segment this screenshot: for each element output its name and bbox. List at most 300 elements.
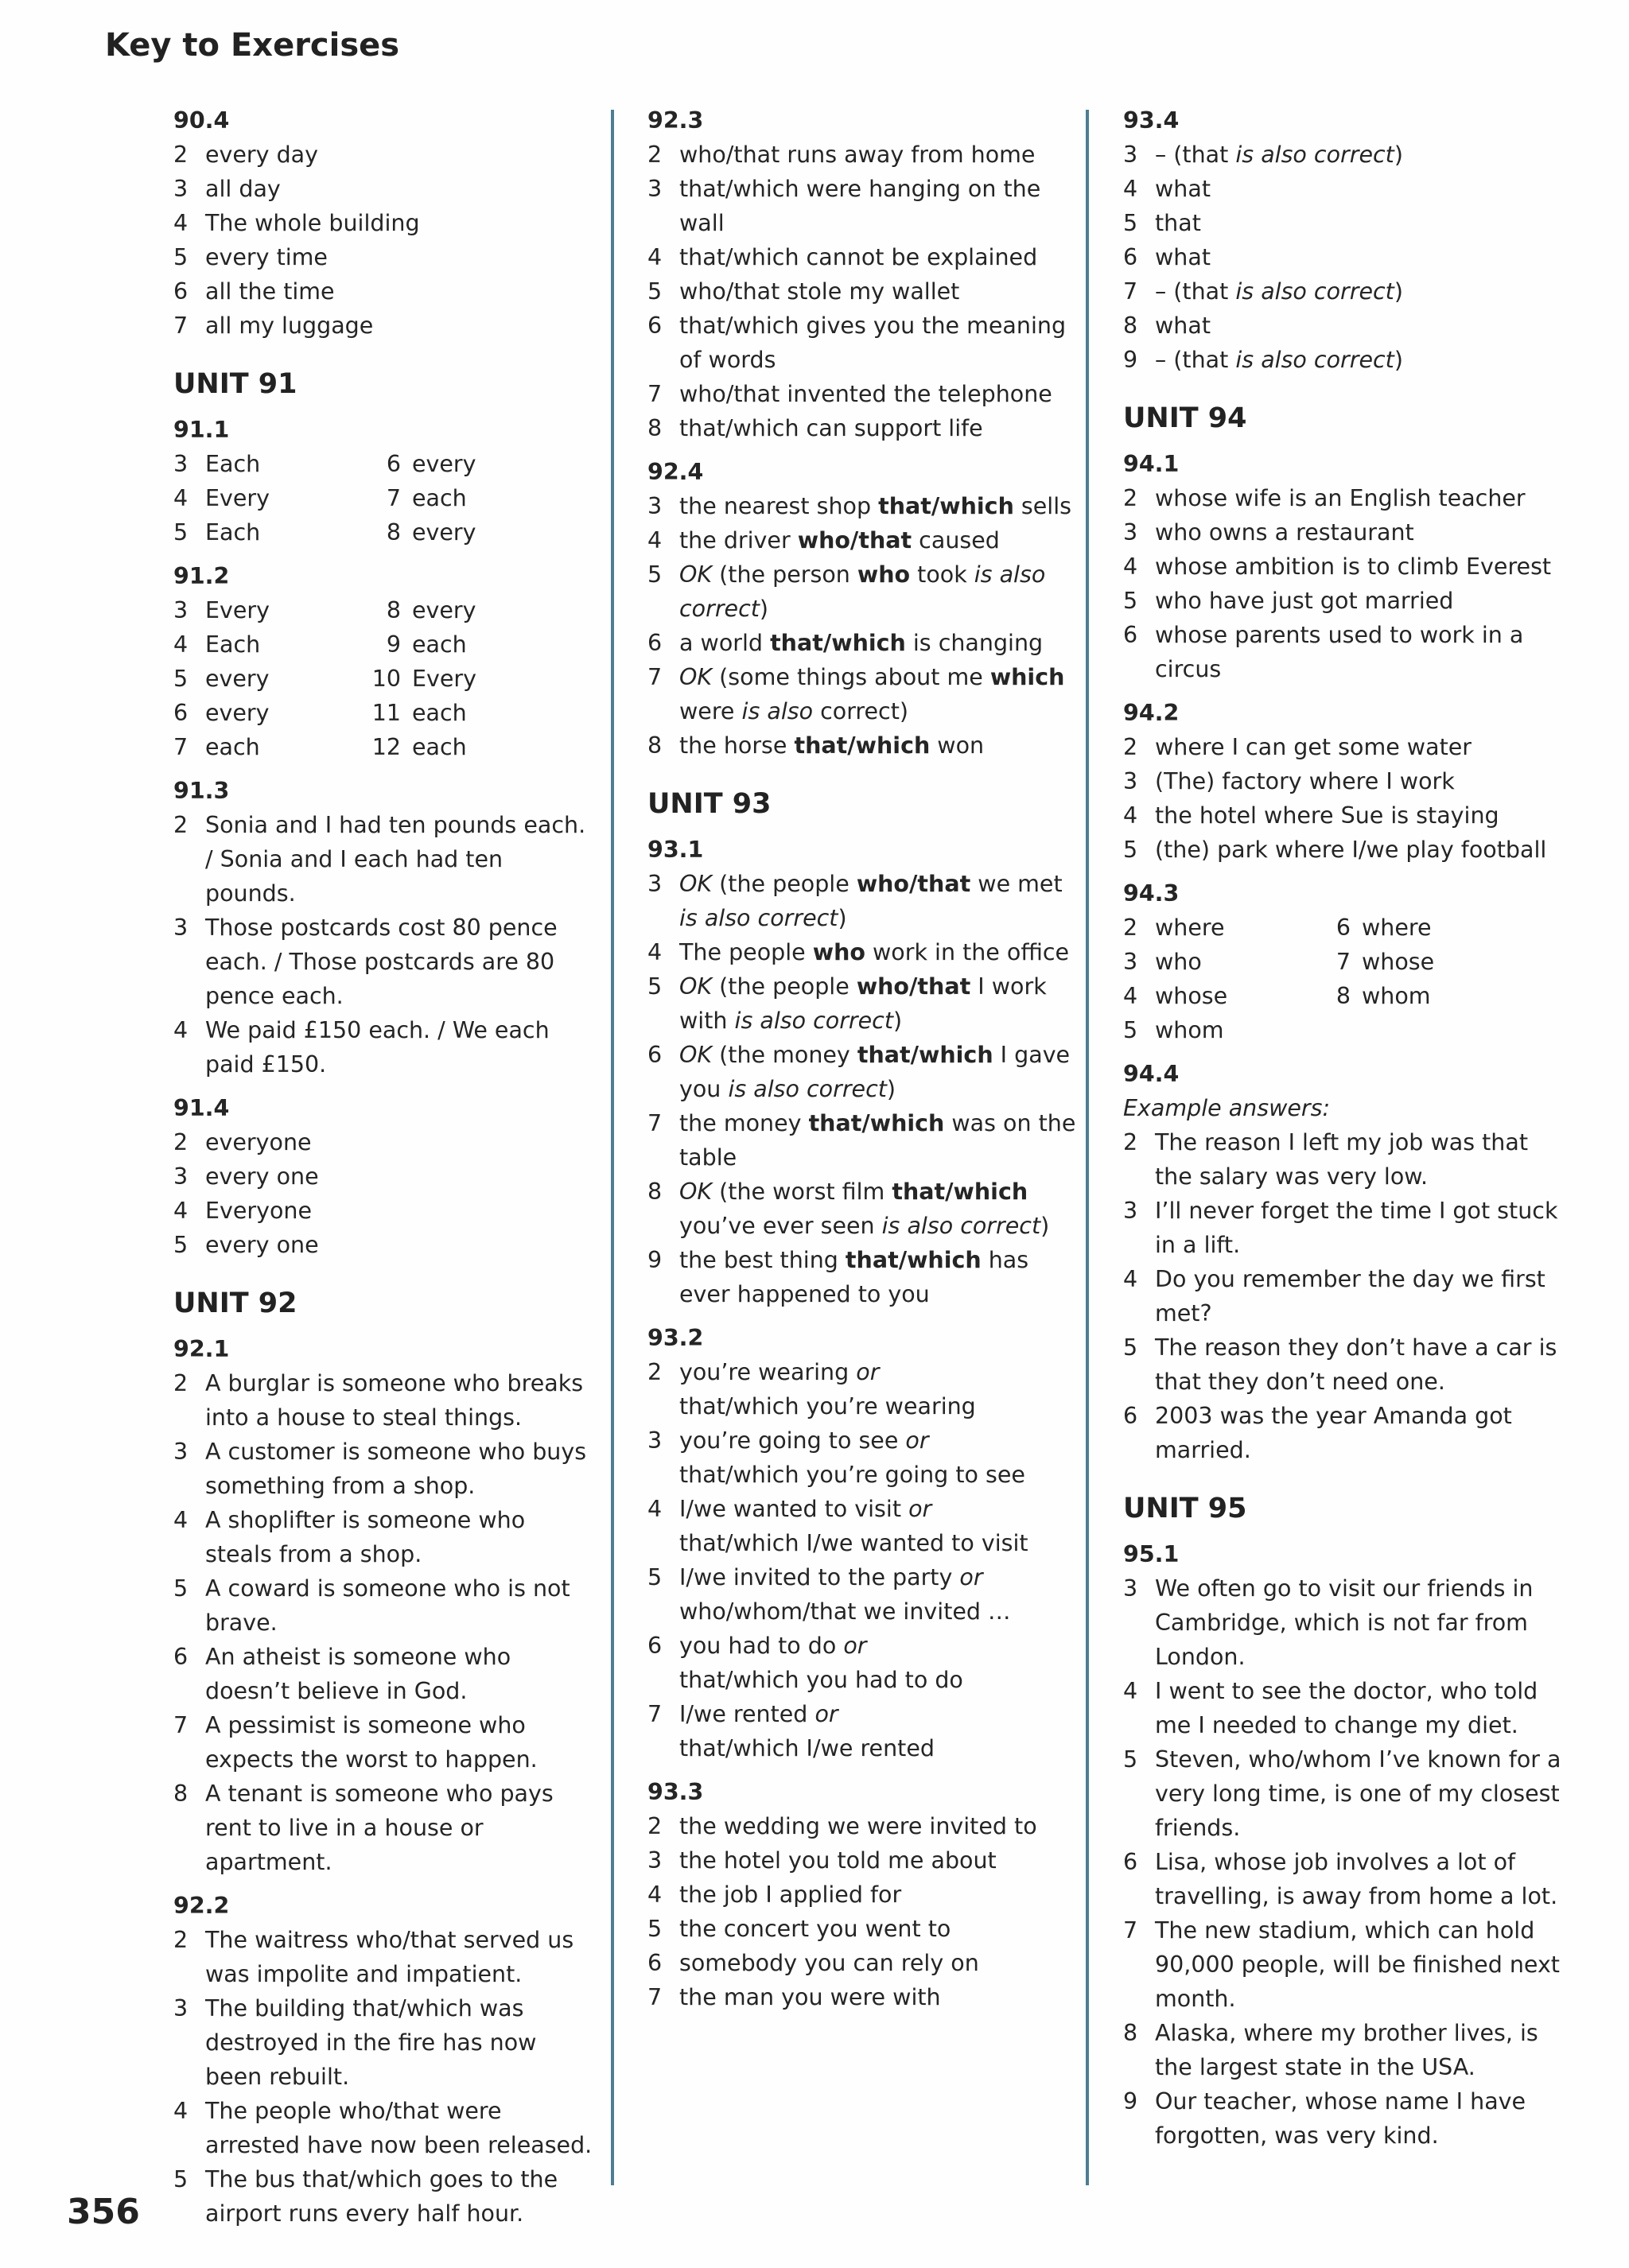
answer-segment: that — [1155, 210, 1201, 236]
answer-row — [173, 593, 593, 627]
exercise-label: 91.3 — [173, 778, 230, 804]
answer-line: that/which you had to do — [679, 1667, 963, 1693]
answer-number: 5 — [173, 2166, 189, 2192]
answer-item — [647, 377, 1077, 411]
answer-number: 4 — [173, 1507, 189, 1533]
answer-item — [1123, 274, 1569, 309]
answer-text — [679, 1355, 1077, 1423]
answer-row — [173, 447, 593, 481]
also-correct-note: is also — [741, 698, 814, 724]
answer-number: 7 — [173, 734, 189, 760]
answer-list — [1123, 481, 1569, 686]
answer-segment: correct) — [813, 698, 909, 724]
answer-text: Every — [205, 597, 270, 623]
unit-heading: UNIT 94 — [1123, 402, 1247, 434]
answer-list — [647, 867, 1077, 1311]
answer-segment: what — [1155, 176, 1211, 202]
answer-segment: (the people — [712, 973, 857, 1000]
answer-item — [1123, 584, 1569, 618]
answer-number: 4 — [173, 631, 189, 658]
answer-segment: (the person — [712, 561, 857, 588]
exercise-93-4 — [1123, 103, 1569, 377]
answer-text — [1155, 206, 1569, 240]
answer-text: whose parents used to work in a circus — [1155, 622, 1524, 682]
answer-text: Each — [205, 631, 261, 658]
unit-heading: UNIT 95 — [1123, 1493, 1247, 1524]
answer-number: 3 — [647, 176, 663, 202]
also-correct-note: is also correct — [728, 1076, 887, 1102]
answer-item — [647, 1106, 1077, 1175]
answer-text — [679, 489, 1077, 523]
answer-item — [647, 1175, 1077, 1243]
answer-number: 5 — [647, 561, 663, 588]
answer-text: whose wife is an English teacher — [1155, 485, 1526, 511]
answer-item — [1308, 945, 1492, 979]
answer-segment: ) — [1394, 142, 1403, 168]
answer-list — [173, 808, 593, 1082]
answer-item — [647, 728, 1077, 763]
answer-number: 4 — [173, 485, 189, 511]
answer-number: 2 — [647, 1359, 663, 1385]
answer-number: 8 — [647, 1179, 663, 1205]
answer-item — [1308, 979, 1492, 1013]
relative-pronoun: that/which — [794, 732, 931, 759]
answer-number: 7 — [647, 1701, 663, 1727]
answer-text: Every — [205, 485, 270, 511]
answer-item — [647, 557, 1077, 626]
answer-text: every time — [205, 244, 328, 270]
answer-item — [173, 696, 358, 730]
answer-text: each — [205, 734, 260, 760]
answer-text: (The) factory where I work — [1155, 768, 1455, 794]
exercise-label: 91.4 — [173, 1095, 230, 1121]
answer-segment: what — [1155, 313, 1211, 339]
relative-pronoun: that/which — [878, 493, 1014, 519]
answer-item — [173, 1013, 593, 1082]
answer-segment: – (that — [1155, 142, 1236, 168]
answer-item — [173, 1435, 593, 1503]
answer-segment: a world — [679, 630, 771, 656]
answer-text: The new stadium, which can hold 90,000 people, will be finished next month. — [1155, 1917, 1560, 2012]
answer-item — [173, 206, 593, 240]
also-correct-note: is also correct — [1235, 347, 1394, 373]
answer-text: A coward is someone who is not brave. — [205, 1575, 570, 1636]
answer-number: 6 — [173, 278, 189, 305]
answer-segment: ) — [1040, 1213, 1050, 1239]
answer-text — [1155, 138, 1569, 172]
answer-segment: (the worst film — [712, 1179, 892, 1205]
answer-text: the man you were with — [679, 1984, 941, 2010]
answer-text: all my luggage — [205, 313, 374, 339]
also-correct-note: is also correct — [881, 1213, 1041, 1239]
answer-item — [647, 1243, 1077, 1311]
answer-number: 3 — [1123, 1575, 1138, 1602]
answer-line — [679, 1629, 1077, 1663]
answer-item — [1123, 730, 1569, 764]
answer-row — [1123, 945, 1569, 979]
answer-grid — [173, 447, 593, 550]
answer-text: every — [412, 597, 476, 623]
answer-segment: ) — [886, 1076, 896, 1102]
answer-text — [679, 728, 1077, 763]
exercise-92-2 — [173, 1889, 593, 2231]
answer-item — [173, 808, 593, 911]
answer-number: 8 — [1335, 983, 1351, 1009]
answer-number: 5 — [173, 244, 189, 270]
answer-text: every day — [205, 142, 318, 168]
answer-text — [679, 557, 1077, 626]
answer-number: 4 — [1123, 176, 1138, 202]
answer-number: 2 — [1123, 485, 1138, 511]
answer-text: that/which cannot be explained — [679, 244, 1038, 270]
answer-text: that/which can support life — [679, 415, 983, 441]
answer-number: 7 — [647, 1110, 663, 1136]
answer-item — [1123, 1571, 1569, 1674]
answer-text — [1155, 240, 1569, 274]
answer-number: 9 — [1123, 347, 1138, 373]
answer-item — [1123, 1399, 1569, 1467]
answer-text: whose — [1362, 949, 1435, 975]
or-word: or — [814, 1701, 838, 1727]
answer-number: 11 — [371, 700, 401, 726]
answer-text: A pessimist is someone who expects the worst to happen. — [205, 1712, 538, 1773]
answer-item — [1123, 1913, 1569, 2016]
answer-number: 2 — [173, 1370, 189, 1396]
answer-number: 2 — [173, 812, 189, 838]
answer-item — [173, 447, 358, 481]
answer-text: all the time — [205, 278, 335, 305]
answer-number: 3 — [1123, 949, 1138, 975]
answer-segment: we met — [970, 871, 1063, 897]
answer-number: 8 — [386, 597, 401, 623]
answer-text — [1155, 343, 1569, 377]
answer-item — [647, 867, 1077, 935]
answer-item — [173, 2162, 593, 2231]
answer-item — [1123, 1674, 1569, 1742]
answer-item — [1123, 309, 1569, 343]
answer-number: 4 — [647, 1882, 663, 1908]
also-correct-note: is also correct — [1235, 278, 1394, 305]
answer-item — [173, 911, 593, 1013]
answer-number: 3 — [647, 871, 663, 897]
relative-pronoun: which — [989, 664, 1065, 690]
answer-number: 4 — [173, 2098, 189, 2124]
exercise-label: 95.1 — [1123, 1541, 1180, 1567]
answer-text — [1155, 172, 1569, 206]
answer-number: 9 — [647, 1247, 663, 1273]
answer-item — [1123, 172, 1569, 206]
answer-segment: (the people — [712, 871, 857, 897]
exercise-label: 92.1 — [173, 1336, 230, 1362]
answer-segment: – (that — [1155, 347, 1236, 373]
answer-list — [1123, 730, 1569, 867]
answer-text: who — [1155, 949, 1202, 975]
answer-number: 2 — [173, 142, 189, 168]
column-2 — [647, 103, 1077, 2024]
answer-list — [1123, 138, 1569, 377]
exercise-label: 94.4 — [1123, 1061, 1180, 1087]
answer-item — [173, 1366, 593, 1435]
answer-text: Steven, who/whom I’ve known for a very long time, is one of my closest friends. — [1155, 1746, 1561, 1841]
answer-grid — [173, 593, 593, 764]
answer-text: each — [412, 734, 467, 760]
answer-text — [679, 935, 1077, 969]
answer-item — [1123, 1194, 1569, 1262]
answer-segment: what — [1155, 244, 1211, 270]
answer-text: the hotel where Sue is staying — [1155, 802, 1499, 829]
answer-segment: won — [930, 732, 985, 759]
or-word: or — [908, 1496, 932, 1522]
answer-number: 3 — [173, 451, 189, 477]
answer-text: We often go to visit our friends in Cambridge, which is not far from London. — [1155, 1575, 1534, 1670]
relative-pronoun: who/that — [856, 973, 971, 1000]
answer-item — [647, 1912, 1077, 1946]
answer-text: each — [412, 700, 467, 726]
answer-number: 6 — [647, 630, 663, 656]
answer-text: who/that stole my wallet — [679, 278, 960, 305]
answer-item — [1123, 764, 1569, 798]
answer-number: 5 — [1123, 1334, 1138, 1361]
answer-segment: caused — [912, 527, 1000, 553]
answer-item — [358, 593, 542, 627]
relative-pronoun: that/which — [845, 1247, 982, 1273]
answer-number: 4 — [1123, 553, 1138, 580]
answer-number: 4 — [1123, 802, 1138, 829]
answer-row — [1123, 1013, 1569, 1047]
answer-item — [647, 309, 1077, 377]
answer-text: The reason I left my job was that the salary was very low. — [1155, 1129, 1528, 1190]
answer-text — [679, 1038, 1077, 1106]
answer-number: 2 — [1123, 915, 1138, 941]
answer-text: Our teacher, whose name I have forgotten, was very kind. — [1155, 2088, 1526, 2149]
answer-text: The reason they don’t have a car is that they don’t need one. — [1155, 1334, 1557, 1395]
answer-text: The people who/that were arrested have now been released. — [205, 2098, 593, 2158]
answer-number: 3 — [173, 1995, 189, 2021]
answer-number: 3 — [173, 915, 189, 941]
answer-segment: is changing — [905, 630, 1044, 656]
answer-text: Those postcards cost 80 pence each. / Those postcards are 80 pence each. — [205, 915, 558, 1009]
answer-item — [1123, 515, 1569, 550]
answer-item — [358, 447, 542, 481]
answer-text: Each — [205, 451, 261, 477]
answer-text: whose — [1155, 983, 1228, 1009]
answer-number: 10 — [371, 666, 401, 692]
answer-number: 4 — [173, 210, 189, 236]
answer-number: 5 — [1123, 588, 1138, 614]
ok-marker: OK — [679, 1179, 713, 1205]
answer-number: 2 — [173, 1129, 189, 1155]
answer-line: that/which you’re wearing — [679, 1393, 976, 1419]
unit-heading: UNIT 93 — [647, 788, 772, 820]
answer-text: whom — [1155, 1017, 1224, 1043]
answer-text: who/that invented the telephone — [679, 381, 1052, 407]
answer-item — [173, 730, 358, 764]
answer-segment: ) — [1394, 347, 1403, 373]
ok-marker: OK — [679, 973, 713, 1000]
answer-item — [1123, 1845, 1569, 1913]
answer-row — [173, 696, 593, 730]
answer-row — [173, 515, 593, 550]
answer-segment: you’ve ever seen — [679, 1213, 882, 1239]
answer-text: A shoplifter is someone who steals from a shop. — [205, 1507, 526, 1567]
answer-item — [173, 1194, 593, 1228]
answer-item — [173, 1159, 593, 1194]
ok-marker: OK — [679, 664, 713, 690]
answer-text: every — [412, 451, 476, 477]
answer-number: 5 — [173, 1232, 189, 1258]
answer-row — [1123, 911, 1569, 945]
answer-number: 7 — [647, 381, 663, 407]
answer-text: Sonia and I had ten pounds each. / Sonia and I each had ten pounds. — [205, 812, 586, 907]
answer-item — [173, 309, 593, 343]
answer-item — [647, 1878, 1077, 1912]
answer-item — [647, 1946, 1077, 1980]
answer-number: 5 — [647, 973, 663, 1000]
answer-number: 3 — [173, 176, 189, 202]
answer-text — [679, 1243, 1077, 1311]
answer-item — [173, 662, 358, 696]
answer-number: 6 — [173, 700, 189, 726]
answer-text — [1155, 309, 1569, 343]
answer-text — [679, 867, 1077, 935]
answer-item — [173, 515, 358, 550]
answer-text: A burglar is someone who breaks into a house to steal things. — [205, 1370, 584, 1431]
answer-text — [679, 523, 1077, 557]
relative-pronoun: who/that — [797, 527, 912, 553]
answer-number: 5 — [173, 1575, 189, 1602]
answer-number: 2 — [647, 1813, 663, 1839]
answer-number: 4 — [1123, 1266, 1138, 1292]
answer-text — [679, 1175, 1077, 1243]
answer-item — [173, 481, 358, 515]
answer-item — [1123, 798, 1569, 833]
answer-text: the wedding we were invited to — [679, 1813, 1037, 1839]
answer-segment: the best thing — [679, 1247, 846, 1273]
relative-pronoun: that/which — [892, 1179, 1028, 1205]
answer-number: 4 — [647, 939, 663, 965]
answer-item — [647, 240, 1077, 274]
answer-segment: – (that — [1155, 278, 1236, 305]
answer-number: 9 — [386, 631, 401, 658]
answer-number: 6 — [386, 451, 401, 477]
answer-item — [1123, 1742, 1569, 1845]
answer-grid — [1123, 911, 1569, 1047]
answer-item — [1123, 2084, 1569, 2153]
answer-item — [1123, 1330, 1569, 1399]
answer-item — [1123, 240, 1569, 274]
answer-segment: you had to do — [679, 1633, 837, 1659]
column-3 — [1123, 103, 1569, 2162]
answer-number: 4 — [173, 1017, 189, 1043]
answer-number: 5 — [647, 1916, 663, 1942]
answer-number: 4 — [1123, 1678, 1138, 1704]
answer-segment: I/we wanted to visit — [679, 1496, 902, 1522]
answer-number: 6 — [1123, 244, 1138, 270]
answer-text — [679, 660, 1077, 728]
answer-list — [647, 1355, 1077, 1765]
answer-text: where — [1362, 915, 1432, 941]
answer-number: 8 — [386, 519, 401, 546]
answer-number: 3 — [1123, 142, 1138, 168]
answer-text: every — [205, 700, 270, 726]
answer-text: every — [205, 666, 270, 692]
answer-number: 3 — [173, 1163, 189, 1190]
answer-item — [647, 523, 1077, 557]
answer-text: 2003 was the year Amanda got married. — [1155, 1403, 1512, 1463]
answer-item — [1123, 979, 1308, 1013]
answer-item — [173, 1503, 593, 1571]
column-1 — [173, 103, 593, 2240]
exercise-91-4 — [173, 1091, 593, 1262]
exercise-label: 92.3 — [647, 107, 704, 134]
answer-item — [358, 730, 542, 764]
answer-item — [173, 1923, 593, 1991]
answer-number: 4 — [647, 244, 663, 270]
answer-item — [1123, 1125, 1569, 1194]
answer-text: A tenant is someone who pays rent to live in a house or apartment. — [205, 1781, 554, 1875]
ok-marker: OK — [679, 561, 713, 588]
answer-row — [173, 730, 593, 764]
answer-segment: I/we rented — [679, 1701, 808, 1727]
also-correct-note: is also correct — [734, 1008, 894, 1034]
relative-pronoun: that/which — [857, 1042, 993, 1068]
exercise-label: 93.2 — [647, 1325, 704, 1351]
answer-item — [647, 935, 1077, 969]
answer-list — [647, 1809, 1077, 2014]
answer-text — [679, 1492, 1077, 1560]
answer-line — [679, 1560, 1077, 1594]
answer-item — [173, 1571, 593, 1640]
exercise-94-4 — [1123, 1057, 1569, 1467]
answer-item — [173, 1125, 593, 1159]
answer-number: 3 — [647, 493, 663, 519]
exercise-92-3 — [647, 103, 1077, 445]
answer-segment: has ever happened to you — [679, 1247, 1029, 1307]
answer-text: Every — [412, 666, 476, 692]
exercise-label: 91.1 — [173, 417, 230, 443]
answer-text: An atheist is someone who doesn’t believe in God. — [205, 1644, 511, 1704]
answer-list — [173, 1125, 593, 1262]
answer-segment: was on the table — [679, 1110, 1076, 1171]
answer-item — [647, 1697, 1077, 1765]
answer-item — [647, 969, 1077, 1038]
answer-text: I’ll never forget the time I got stuck in a lift. — [1155, 1198, 1558, 1258]
also-correct-note: is also correct — [1235, 142, 1394, 168]
unit-heading: UNIT 92 — [173, 1287, 297, 1319]
or-word: or — [959, 1564, 983, 1590]
answer-number: 6 — [1123, 1849, 1138, 1875]
exercise-91-1 — [173, 413, 593, 550]
answer-item — [173, 1708, 593, 1777]
also-correct-note: is also correct — [679, 905, 838, 931]
answer-number: 4 — [647, 527, 663, 553]
answer-item — [647, 660, 1077, 728]
ok-marker: OK — [679, 1042, 713, 1068]
answer-text — [679, 1629, 1077, 1697]
answer-number: 5 — [647, 278, 663, 305]
answer-number: 8 — [647, 732, 663, 759]
answer-item — [647, 1423, 1077, 1492]
answer-text: The waitress who/that served us was impolite and impatient. — [205, 1927, 574, 1987]
answer-number: 5 — [1123, 210, 1138, 236]
answer-text: every one — [205, 1163, 319, 1190]
page-title: Key to Exercises — [105, 27, 400, 64]
answer-number: 6 — [1335, 915, 1351, 941]
answer-item — [173, 1228, 593, 1262]
answer-number: 2 — [173, 1927, 189, 1953]
answer-text: all day — [205, 176, 281, 202]
answer-item — [358, 662, 542, 696]
